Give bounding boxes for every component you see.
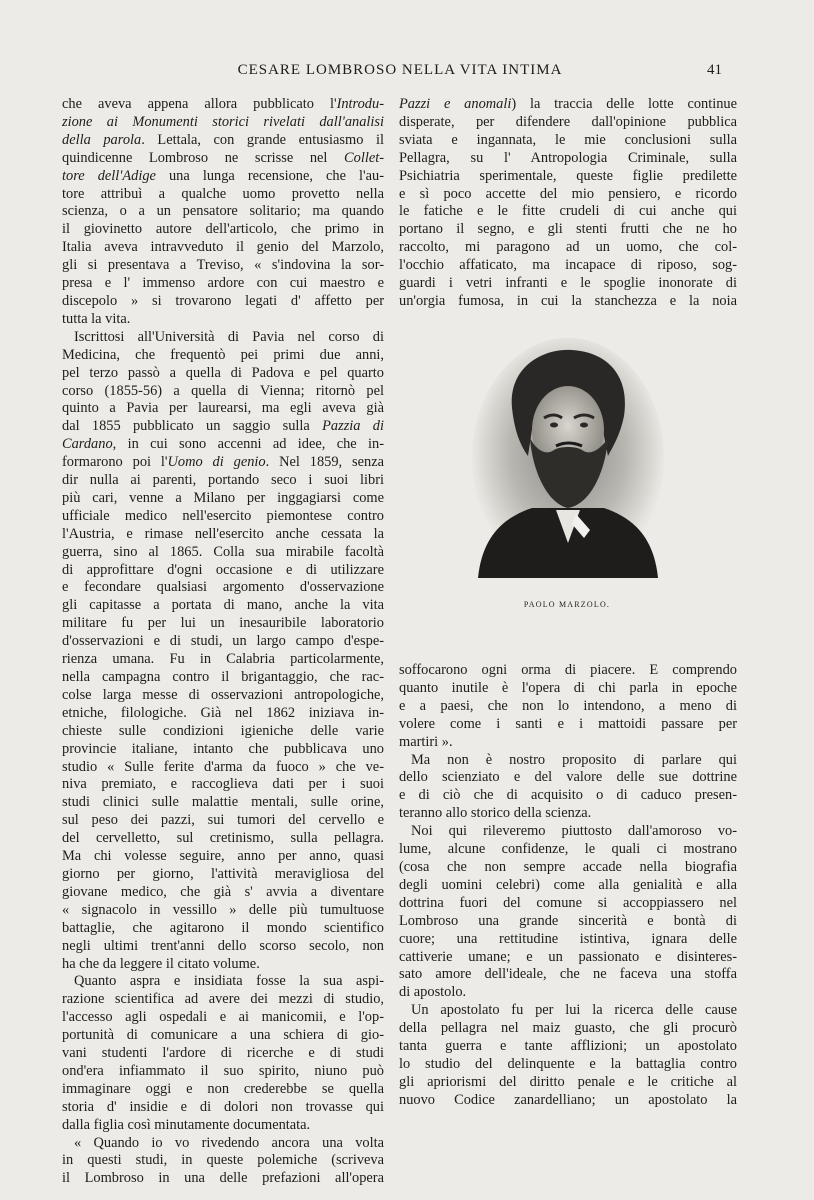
text-line [399,716,737,734]
text-line [62,830,384,848]
text-run: Ma non è nostro proposito di parlare qui [411,751,737,768]
text-line [399,221,737,239]
text-run: tore attribuì a qualche uomo provetto nella [62,185,384,202]
text-line [399,877,737,895]
text-line [399,1056,737,1074]
text-run: battaglie, che agitarono il mondo scientifico [62,919,384,936]
text-line [62,168,384,186]
text-run: « signacolo in vessillo » delle più tumultuose [62,901,384,918]
text-line [62,973,384,991]
text-run: Italia aveva intravveduto il genio del Marzolo, [62,239,384,256]
text-line [62,633,384,651]
text-line [62,347,384,365]
text-line [62,615,384,633]
text-line [399,984,737,1002]
text-run: quanto inutile è l'opera di chi parla in epoche [399,679,737,696]
text-line [399,841,737,859]
text-run: nuovo Codice zanardelliano; un apostolato la [399,1091,737,1108]
text-run: il Lombroso in una delle prefazioni all'opera [62,1170,384,1187]
text-run: il giovinetto autore dell'articolo, che primo in [62,221,384,238]
text-line [62,1063,384,1081]
text-run: gli si presentava a Treviso, « s'indovina la sor- [62,257,384,274]
text-run: etniche, filologiche. Già nel 1862 iniziava in- [62,704,384,721]
text-line [62,472,384,490]
text-run: formarono poi l' [62,454,168,471]
text-run: guerra, sino al 1865. Colla sua mirabile facoltà [62,543,384,560]
running-header: CESARE LOMBROSO NELLA VITA INTIMA [237,62,563,78]
text-run: studio « Sulle ferite d'arma da fuoco » che ve- [62,758,384,775]
text-run: in questi studi, in queste polemiche (scriveva [62,1152,384,1169]
text-line [399,805,737,823]
text-line [62,902,384,920]
text-run: ond'era infiammato il suo spirito, niuno può [62,1062,384,1079]
text-line [399,787,737,805]
text-run: colse larga messe di osservazioni antropologiche, [62,686,384,703]
text-line [62,812,384,830]
text-run: discepolo » si trovarono legati d' affetto per [62,292,384,309]
text-run: del cervelletto, sul cretinismo, sulla pellagra. [62,830,384,847]
text-line [62,938,384,956]
text-run: studi clinici sulle malattie mentali, sulle orine, [62,794,384,811]
text-run: portano il segno, e gli stenti frutti che ne ho [399,221,737,238]
text-line [399,186,737,204]
text-run: Un apostolato fu per lui la ricerca delle cause [411,1002,737,1019]
text-line [62,383,384,401]
text-run: l'accesso agli ospedali e ai manicomii, e l'op- [62,1009,384,1026]
text-run: dottrina fuori del comune si accoppiassero nel [399,894,737,911]
text-line [399,239,737,257]
text-run: teranno allo storico della scienza. [399,805,592,822]
text-run: cattiverie umane; e un passionato e disinteres- [399,948,737,965]
text-line [399,1038,737,1056]
text-run: e di ciò che di acquisito o di caduco presen- [399,787,737,804]
text-line [399,913,737,931]
text-run: « Quando io vo rivedendo ancora una volta [74,1134,384,1151]
text-line [399,752,737,770]
text-line [62,794,384,812]
text-run: Psichiatria sperimentale, queste figlie predilette [399,167,737,184]
text-line [62,991,384,1009]
text-run: l'Austria, e rimase nell'esercito anche cessata la [62,525,384,542]
text-run: un'orgia fumosa, in cui la stanchezza e la noia [399,292,737,309]
text-run: dir nulla ai parenti, portando seco i suoi libri [62,472,384,489]
text-line [62,257,384,275]
italic-title-run: della parola [62,131,142,148]
text-line [62,920,384,938]
text-line [62,293,384,311]
text-line [62,705,384,723]
text-line [62,669,384,687]
text-line [399,203,737,221]
text-line [62,1170,384,1188]
text-run: gli capitasse a portata di mano, anche la vita [62,597,384,614]
text-run: quinto a Pavia per laurearsi, ma egli aveva già [62,400,384,417]
italic-title-run: zione ai Monumenti storici rivelati dall'analisi [62,113,384,130]
text-run: . Lettala, con grande entusiasmo il [141,131,384,148]
text-line [399,680,737,698]
text-line [62,436,384,454]
text-run: niva premiato, e raccoglieva dati per i suoi [62,776,384,793]
italic-title-run: Pazzia di [322,418,384,435]
text-line [62,203,384,221]
text-line [399,1020,737,1038]
text-line [399,859,737,877]
text-run: e sì poco accette del mio pensiero, e ricordo [399,185,737,202]
text-line [399,698,737,716]
text-line [62,723,384,741]
text-line [399,1074,737,1092]
text-line [399,1002,737,1020]
text-run: le fatiche e le fitte crudeli di cui anche qui [399,203,737,220]
page-number: 41 [707,62,722,78]
text-run: disperate, per difendere dall'opinione pubblica [399,113,737,130]
text-run: rienza umana. Fu in Calabria particolarmente, [62,651,384,668]
text-line [399,931,737,949]
text-line [62,544,384,562]
text-line [399,769,737,787]
text-run: lo studio del delinquente e la battaglia contro [399,1055,737,1072]
text-line [399,734,737,752]
portrait-paolo-marzolo [472,338,664,578]
text-line [62,114,384,132]
text-line [62,1135,384,1153]
text-line [62,221,384,239]
text-run: ) la traccia delle lotte continue [511,96,737,112]
text-line [399,1092,737,1110]
text-run: Medicina, che frequentò pei primi due anni, [62,346,384,363]
text-line [399,275,737,293]
text-run: militare fu per lui un inesauribile laboratorio [62,615,384,632]
text-line [62,454,384,472]
text-line [62,365,384,383]
italic-title-run: Pazzi e anomali [399,96,512,112]
text-run: lume, alcune confidenze, le quali ci mostrano [399,841,737,858]
text-run: giorno per giorno, l'attività meravigliosa del [62,865,384,882]
text-line [62,186,384,204]
text-run: e fecondare qualsiasi argomento d'osservazione [62,579,384,596]
text-run: dalla figlia così minutamente documentata. [62,1116,311,1133]
text-run: presa e l' immenso ardore con cui maestro e [62,275,384,292]
text-line [399,823,737,841]
text-run: Ma chi volesse seguire, anno per anno, quasi [62,848,384,865]
text-run: tutta la vita. [62,310,131,327]
text-run: . Nel 1859, senza [265,454,384,471]
text-run: (cosa che non sempre accade nella biografia [399,858,737,875]
text-run: negli ultimi trent'anni dello scorso secolo, non [62,937,384,954]
text-line [62,562,384,580]
italic-title-run: Cardano [62,436,113,453]
text-line [62,526,384,544]
text-line [399,150,737,168]
text-line [62,651,384,669]
text-line [62,1099,384,1117]
text-run: d'osservazioni e di studi, un largo campo d'espe- [62,633,384,650]
text-run: e a paesi, che non lo intendono, a meno di [399,697,737,714]
text-run: corso (1855-56) a quella di Vienna; ritornò pel [62,382,384,399]
text-line [399,293,737,311]
right-column-bottom [399,662,737,1110]
text-line [62,956,384,974]
text-line [399,132,737,150]
text-line [62,884,384,902]
text-run: , in cui sono accenni ad idee, che in- [112,436,384,453]
text-line [62,776,384,794]
text-run: tanta guerra e tante afflizioni; un apostolato [399,1038,737,1055]
text-run: provincie italiane, intanto che pubblicava uno [62,740,384,757]
text-run: più cari, venne a Milano per inggagiarsi come [62,489,384,506]
right-column-top [399,96,737,311]
text-run: chieste sulle condizioni igieniche delle varie [62,722,384,739]
text-line [62,132,384,150]
text-line [62,508,384,526]
text-line [62,1081,384,1099]
text-line [62,597,384,615]
text-run: di apostolo. [399,984,467,1001]
text-line [399,168,737,186]
text-line [62,848,384,866]
text-line [399,114,737,132]
text-run: portunità di comunicare a una schiera di gio- [62,1027,384,1044]
text-line [62,329,384,347]
text-line [399,257,737,275]
text-line [62,741,384,759]
text-run: cuore; una rettitudine istintiva, ignara delle [399,930,737,947]
text-line [62,687,384,705]
text-run: razione scientifica ad avere dei mezzi di studio, [62,991,384,1008]
text-line [62,579,384,597]
text-run: volere come i santi e i mattoidi passare per [399,715,737,732]
text-run: scienza, o a un pensatore solitario; ma quando [62,203,384,220]
text-run: degli uomini celebri) come alla genialità e alla [399,876,737,893]
text-line [62,275,384,293]
text-line [62,490,384,508]
portrait-caption: PAOLO MARZOLO. [523,600,611,609]
text-run: raccolto, mi paragono ad un uomo, che col- [399,239,737,256]
text-line [399,895,737,913]
text-run: sviata e ingannata, le mie conclusioni sulla [399,131,737,148]
text-line [62,1009,384,1027]
italic-title-run: Uomo di genio [167,454,266,471]
italic-title-run: Introdu- [336,96,384,112]
text-line [399,96,737,114]
text-line [62,400,384,418]
text-line [62,418,384,436]
text-run: dello scienziato e del valore delle sue dottrine [399,769,737,786]
text-run: Lombroso una grande sincerità e bontà di [399,912,737,929]
text-run: Pellagra, su l' Antropologia Criminale, sulla [399,149,737,166]
text-run: di approfittare d'ogni occasione e di utilizzare [62,561,384,578]
italic-title-run: Collet- [344,149,384,166]
text-run: una lunga recensione, che l'au- [155,167,384,184]
text-run: l'occhio affaticato, ma incapace di riposo, sog- [399,257,737,274]
text-line [62,866,384,884]
text-line [62,1027,384,1045]
text-line [62,759,384,777]
italic-title-run: tore dell'Adige [62,167,156,184]
text-line [62,1152,384,1170]
text-run: che aveva appena allora pubblicato l' [62,96,337,112]
text-run: Noi qui rileveremo piuttosto dall'amoroso vo- [411,823,737,840]
text-run: vani studenti l'ardore di ricerche e di studi [62,1045,384,1062]
text-line [399,949,737,967]
text-line [62,150,384,168]
left-column [62,96,384,1188]
text-run: sul peso dei pazzi, sui tumori del cervello e [62,812,384,829]
text-line [399,966,737,984]
text-run: sato amore dell'ideale, che ne faceva una stoffa [399,966,737,983]
text-run: dal 1855 pubblicato un saggio sulla [62,418,323,435]
text-run: guardi i vetri infranti e le spoglie inonorate di [399,275,737,292]
text-run: ha che da leggere il citato volume. [62,955,260,972]
text-run: quindicenne Lombroso ne scrisse nel [62,149,345,166]
text-run: soffocarono ogni orma di piacere. E comprendo [399,662,737,678]
text-run: immaginare oggi e non crederebbe se quella [62,1080,384,1097]
text-run: della pellagra nel maiz guasto, che gli procurò [399,1020,737,1037]
text-run: martiri ». [399,733,453,750]
text-line [62,311,384,329]
text-run: pel terzo passò a quella di Padova e pel quarto [62,364,384,381]
text-line [62,1045,384,1063]
text-line [62,1117,384,1135]
text-line [62,96,384,114]
text-run: nella campagna contro il brigantaggio, che rac- [62,669,384,685]
text-run: Iscrittosi all'Università di Pavia nel corso di [74,328,384,345]
text-run: ufficiale medico nell'esercito piemontese contro [62,507,384,524]
text-run: Quanto aspra e insidiata fosse la sua aspi- [74,973,384,990]
text-run: storia d' insidie e di dolori non trovasse qui [62,1098,384,1115]
text-line [62,239,384,257]
text-line [399,662,737,680]
text-run: giovane medico, che già s' avvia a diventare [62,883,384,900]
text-run: gli apriorismi del diritto penale e le critiche al [399,1073,737,1090]
